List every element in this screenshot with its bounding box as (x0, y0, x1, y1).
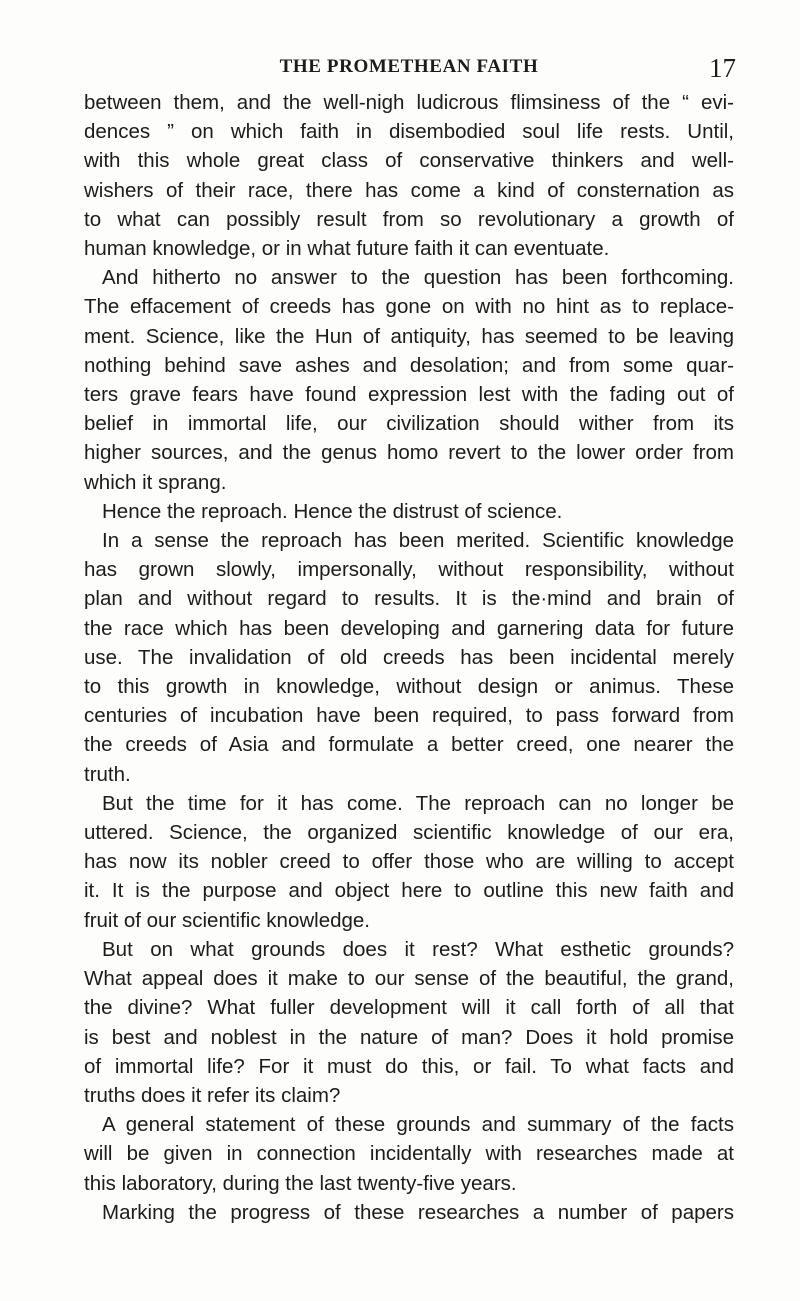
text-line: of immortal life? For it must do this, or fail. To what facts and (84, 1054, 734, 1078)
text-line: A general statement of these grounds and summary of the facts (102, 1113, 734, 1137)
text-line: truth. (84, 762, 131, 786)
text-line: to what can possibly result from so revolutionary a growth of (84, 207, 734, 231)
text-line: between them, and the well-nigh ludicrous flimsiness of the “ evi- (84, 91, 734, 114)
text-line: which it sprang. (84, 470, 227, 494)
text-line: But on what grounds does it rest? What esthetic grounds? (102, 937, 734, 961)
text-line: Marking the progress of these researches a number of papers (102, 1200, 734, 1224)
text-line: nothing behind save ashes and desolation; and from some quar- (84, 353, 734, 377)
text-line: uttered. Science, the organized scientific knowledge of our era, (84, 821, 734, 845)
text-line: Hence the reproach. Hence the distrust of science. (102, 499, 563, 523)
text-line: higher sources, and the genus homo revert to the lower order from (84, 441, 734, 465)
text-line: wishers of their race, there has come a kind of consternation as (84, 178, 734, 202)
text-line: But the time for it has come. The reproach can no longer be (102, 791, 734, 815)
text-line: dences ” on which faith in disembodied soul life rests. Until, (84, 120, 734, 144)
text-line: What appeal does it make to our sense of the beautiful, the grand, (84, 967, 734, 991)
text-line: human knowledge, or in what future faith it can eventuate. (84, 237, 610, 261)
text-line: use. The invalidation of old creeds has been incidental merely (84, 645, 734, 669)
text-line: will be given in connection incidentally with researches made at (84, 1142, 734, 1166)
text-line: it. It is the purpose and object here to outline this new faith and (84, 879, 734, 903)
text-line: has now its nobler creed to offer those who are willing to accept (84, 850, 734, 874)
text-line: belief in immortal life, our civilization should wither from its (84, 412, 734, 436)
text-line: has grown slowly, impersonally, without responsibility, without (84, 558, 734, 582)
text-line: this laboratory, during the last twenty-five years. (84, 1171, 517, 1195)
text-line: ters grave fears have found expression lest with the fading out of (84, 383, 734, 407)
running-title: THE PROMETHEAN FAITH (279, 56, 539, 77)
page-number: 17 (709, 53, 736, 83)
text-line: the creeds of Asia and formulate a better creed, one nearer the (84, 733, 734, 757)
text-line: centuries of incubation have been required, to pass forward from (84, 704, 734, 728)
text-line: the divine? What fuller development will it call forth of all that (84, 996, 734, 1020)
page-header (84, 53, 734, 85)
text-line: And hitherto no answer to the question has been forthcoming. (102, 266, 734, 290)
text-line: ment. Science, like the Hun of antiquity, has seemed to be leaving (84, 324, 734, 348)
text-line: The effacement of creeds has gone on with no hint as to replace- (84, 295, 734, 319)
text-line: truths does it refer its claim? (84, 1083, 341, 1107)
text-line: with this whole great class of conservative thinkers and well- (84, 149, 734, 173)
text-line: the race which has been developing and garnering data for future (84, 616, 734, 640)
text-line: is best and noblest in the nature of man? Does it hold promise (84, 1025, 734, 1049)
text-line: In a sense the reproach has been merited. Scientific knowledge (102, 529, 734, 553)
text-line: to this growth in knowledge, without design or animus. These (84, 675, 734, 699)
text-line: plan and without regard to results. It is the·mind and brain of (84, 587, 734, 611)
text-line: fruit of our scientific knowledge. (84, 908, 370, 932)
body-text (84, 88, 734, 1227)
